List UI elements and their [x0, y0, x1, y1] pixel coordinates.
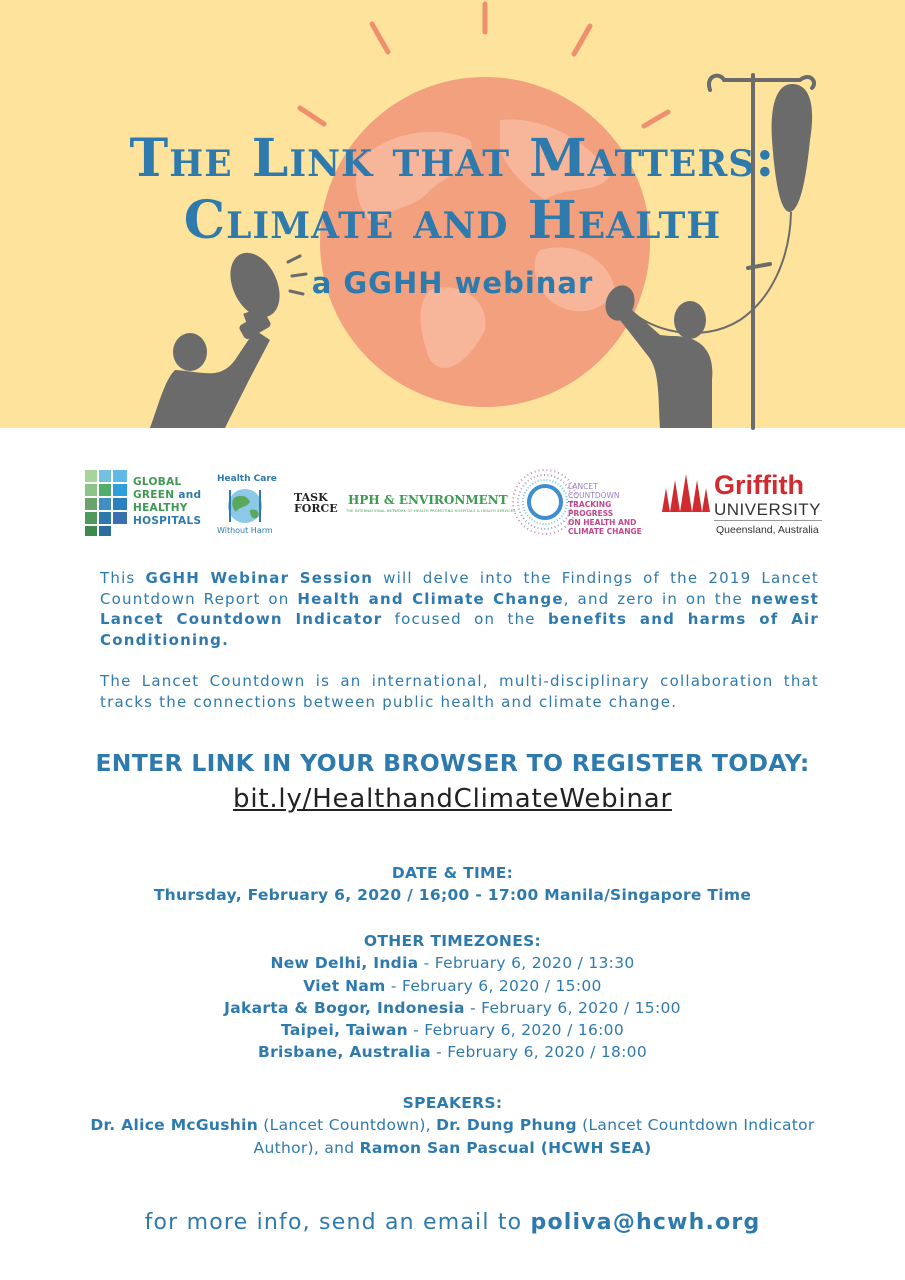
timezones-section: [0, 930, 905, 1064]
timezones-heading: OTHER TIMEZONES:: [363, 932, 542, 950]
speakers-line-1: Dr. Alice McGushin (Lancet Countdown), Dr. Dung Phung (Lancet Countdown Indicator: [90, 1116, 815, 1135]
hph-tagline: THE INTERNATIONAL NETWORK OF HEALTH PROMOTING HOSPITALS & HEALTH SERVICES: [346, 509, 516, 513]
subtitle: a GGHH webinar: [311, 266, 594, 300]
timezone-item: Viet Nam - February 6, 2020 / 15:00: [303, 976, 602, 995]
intro-paragraph-1: This GGHH Webinar Session will delve into the Findings of the 2019 Lancet Countdown Report on Health and Climate Change, and zero in on the newest Lancet Countdown Indicator focused on the benefits and harms of Air Conditioning.: [100, 569, 820, 649]
date-time-heading: DATE & TIME:: [391, 864, 514, 882]
contact-email-link[interactable]: poliva@hcwh.org: [530, 1210, 761, 1235]
date-time-section: [0, 862, 905, 907]
date-time-value: Thursday, February 6, 2020 / 16;00 - 17:00 Manila/Singapore Time: [153, 886, 752, 905]
gghh-logo: [85, 470, 205, 536]
contact-footer: for more info, send an email to poliva@hcwh.org: [144, 1210, 761, 1235]
title-line-1: The Link that Matters:: [129, 128, 776, 189]
lancet-wordmark: LANCET COUNTDOWN TRACKING PROGRESS ON HEALTH AND CLIMATE CHANGE: [568, 482, 642, 536]
hcwh-logo: Health Care Without Harm: [217, 474, 277, 535]
registration-link[interactable]: bit.ly/HealthandClimateWebinar: [233, 784, 672, 814]
intro-paragraph-2: The Lancet Countdown is an international, multi-disciplinary collaboration that tracks the connections between public health and climate change.: [100, 672, 819, 711]
griffith-university-logo: Griffith UNIVERSITY Queensland, Australia: [660, 470, 825, 540]
header-banner: [0, 0, 905, 428]
hcwh-globe-icon: [220, 484, 270, 526]
gghh-grid-icon: [85, 470, 129, 536]
timezone-item: New Delhi, India - February 6, 2020 / 13:30: [270, 954, 635, 973]
register-heading: ENTER LINK IN YOUR BROWSER TO REGISTER TODAY:: [95, 749, 810, 777]
griffith-crest-icon: [660, 474, 712, 514]
speakers-line-2: Author), and Ramon San Pascual (HCWH SEA): [253, 1138, 652, 1157]
speakers-section: [0, 1092, 905, 1159]
title-line-2: Climate and Health: [183, 190, 722, 251]
task-force-logo: TASK FORCE: [294, 491, 338, 515]
partner-logos: [80, 462, 825, 542]
timezone-item: Brisbane, Australia - February 6, 2020 / 18:00: [257, 1043, 648, 1062]
gghh-wordmark: GLOBAL GREEN and HEALTHY HOSPITALS: [133, 476, 202, 527]
timezone-item: Jakarta & Bogor, Indonesia - February 6, 2020 / 15:00: [224, 998, 681, 1017]
lancet-countdown-logo: [510, 464, 650, 542]
speakers-heading: SPEAKERS:: [402, 1094, 503, 1112]
hph-environment-logo: HPH & ENVIRONMENT: [348, 493, 508, 507]
timezone-item: Taipei, Taiwan - February 6, 2020 / 16:00: [281, 1021, 624, 1040]
